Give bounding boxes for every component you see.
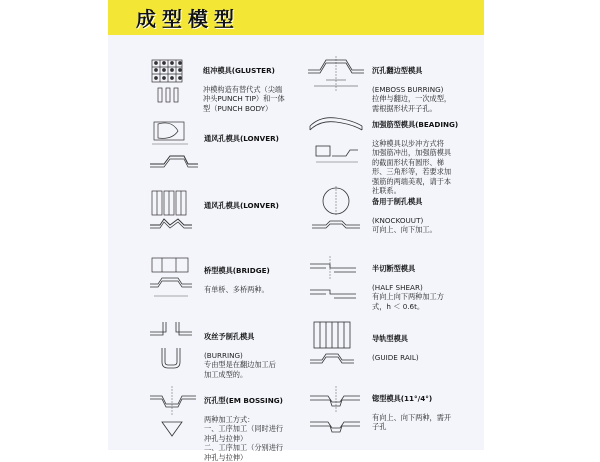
knockout-diagram: [306, 185, 368, 237]
die-description: (BURRING) 专由型是在翻边加工后 加工成型的。: [204, 350, 276, 379]
die-card-guide-rail: [306, 318, 476, 378]
lonver-diagram: [148, 118, 203, 178]
die-card-knockout: [306, 185, 476, 245]
die-name: 通风孔模具(LONVER): [204, 133, 279, 143]
die-description: 这种模具以步冲方式将 加强筋冲出，加强筋模具 的截面形状有圆形、梯 形、三角形等，若要求加 强筋的两端美观，请于本 社联系。: [372, 138, 452, 195]
die-card-beading: [306, 108, 476, 195]
die-name: 沉孔翻边型模具: [372, 65, 423, 75]
die-card-burring: [148, 318, 318, 378]
die-card-embossing: [148, 382, 318, 462]
die-description: 有单桥、多桥两种。: [204, 284, 269, 294]
gluster-diagram: [148, 52, 198, 112]
die-card-bridge: [148, 252, 318, 312]
die-card-gluster: [148, 52, 318, 112]
beading-diagram: [306, 108, 368, 172]
die-card-lonver-1: [148, 118, 318, 178]
die-description: (HALF SHEAR) 有向上向下两种加工方 式，h ＜ 0.6t。: [372, 282, 444, 311]
page-title: 成型模型: [136, 7, 240, 31]
die-card-lonver-2: [148, 185, 318, 245]
die-name: 备用于制孔模具: [372, 196, 423, 206]
die-name: 攻丝予制孔模具: [204, 331, 255, 341]
die-description: (EMBOSS BURRING) 拉伸与翻边，一次成型， 需根据形状开子孔。: [372, 84, 452, 113]
burring-diagram: [148, 318, 203, 376]
die-card-countersink: [306, 382, 476, 448]
die-name: 锪型模具(11°/4°): [372, 393, 433, 403]
half-shear-diagram: [306, 252, 368, 308]
die-description: 冲模构造有替代式（尖端 冲头PUNCH TIP）和一体 型（PUNCH BODY）: [203, 84, 285, 113]
die-name: 加强筋型模具(BEADING): [372, 119, 459, 129]
die-name: 桥型模具(BRIDGE): [204, 265, 270, 275]
bridge-diagram: [148, 252, 203, 308]
die-card-emboss-burring: [306, 52, 476, 112]
die-description: (KNOCKOUUT) 可向上、向下加工。: [372, 215, 437, 234]
title-bar: [108, 0, 484, 35]
catalog-page: [108, 0, 484, 462]
die-name: 组冲模具(GLUSTER): [203, 65, 275, 75]
die-description: (GUIDE RAIL): [372, 352, 419, 362]
die-description: 有向上、向下两种，需开 子孔: [372, 412, 452, 431]
punch-grid: [152, 60, 182, 82]
die-card-half-shear: [306, 252, 476, 312]
guide-rail-diagram: [306, 318, 368, 374]
die-name: 沉孔型(EM BOSSING): [204, 395, 283, 405]
countersink-diagram: [306, 382, 368, 442]
lonver-array-diagram: [148, 185, 203, 243]
emboss-burring-diagram: [306, 52, 368, 102]
die-name: 通风孔模具(LONVER): [204, 200, 279, 210]
die-name: 半切断型模具: [372, 263, 416, 273]
die-description: 两种加工方式： 一、工序加工（同时进行 冲孔与拉伸） 二、工序加工（分别进行 冲孔与拉伸）: [204, 414, 284, 462]
embossing-diagram: [148, 382, 203, 446]
die-name: 导轨型模具: [372, 333, 408, 343]
